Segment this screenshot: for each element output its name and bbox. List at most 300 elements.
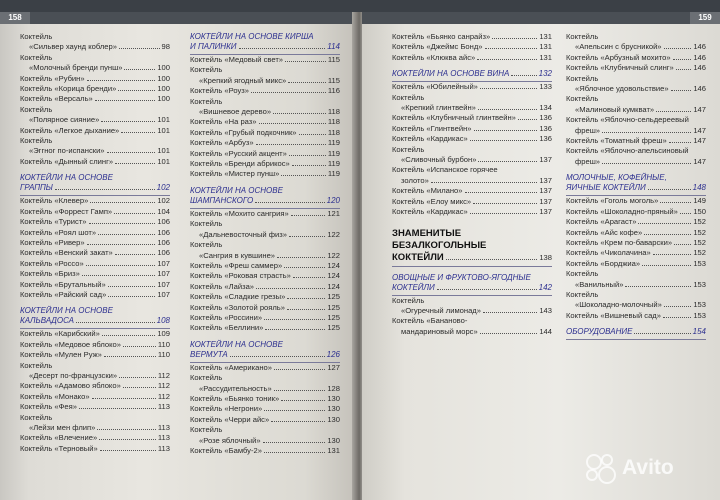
toc-entry: [20, 126, 170, 136]
dot-leader: [680, 213, 692, 214]
toc-entry-line: [392, 283, 552, 293]
toc-entry-line: [190, 350, 340, 360]
toc-page-number: 125: [327, 302, 340, 312]
toc-entry-text: И ПАЛИНКИ: [190, 42, 237, 51]
toc-entry-line: [20, 94, 170, 104]
toc-entry-first-line: Коктейль «Яблочно-сельдереевый: [566, 115, 689, 125]
toc-entry-text: Коктейль «Бриз»: [20, 269, 80, 279]
toc-entry: [190, 363, 340, 373]
toc-entry-text: Коктейль «Мистер пунш»: [190, 169, 280, 179]
dot-leader: [99, 439, 156, 440]
toc-entry-line: [20, 329, 170, 339]
toc-entry: [190, 65, 340, 86]
toc-entry-text: Коктейль «Американо»: [190, 362, 272, 372]
toc-page-number: 107: [157, 258, 170, 268]
toc-entry-line: [566, 238, 706, 248]
toc-entry-text: Коктейль «Роковая страсть»: [190, 271, 291, 281]
toc-section: [566, 327, 706, 340]
toc-entry-line: [190, 251, 340, 261]
toc-entry-text: Коктейль «Роял шот»: [20, 227, 97, 237]
toc-entry-line: [566, 53, 706, 63]
toc-entry-text: Коктейль «Айс кофе»: [566, 227, 643, 237]
toc-page-number: 153: [693, 310, 706, 320]
dot-leader: [671, 90, 692, 91]
dot-leader: [602, 132, 691, 133]
toc-entry: [20, 157, 170, 167]
dot-leader: [293, 277, 326, 278]
toc-entry-line: [566, 207, 706, 217]
dot-leader: [492, 38, 537, 39]
toc-entry-line: [566, 217, 706, 227]
toc-section-title-line: КОКТЕЙЛИ НА ОСНОВЕ: [190, 339, 283, 349]
toc-entry-line: [190, 436, 340, 446]
toc-section: [190, 32, 340, 55]
toc-entry-line: [190, 261, 340, 271]
toc-entry-text: Коктейль «Райский сад»: [20, 289, 107, 299]
dot-leader: [55, 189, 155, 190]
toc-entry: [20, 207, 170, 217]
toc-entry: [190, 240, 340, 261]
toc-entry-text: «Крепкий глинтвейн»: [401, 103, 476, 113]
toc-entry-line: [20, 269, 170, 279]
dot-leader: [107, 152, 156, 153]
avito-logo-icon: [586, 454, 616, 484]
dot-leader: [602, 163, 691, 164]
toc-entry-first-line: Коктейль: [566, 289, 599, 299]
dot-leader: [115, 254, 156, 255]
dot-leader: [256, 288, 325, 289]
dot-leader: [82, 275, 156, 276]
toc-entry: [566, 228, 706, 238]
dot-leader: [473, 203, 537, 204]
toc-entry: [190, 271, 340, 281]
toc-entry-text: Коктейль «Русский акцент»: [190, 148, 287, 158]
toc-entry-line: [20, 350, 170, 360]
toc-entry-first-line: Коктейль: [566, 73, 599, 83]
toc-entry-text: ВЕРМУТА: [190, 349, 228, 359]
toc-entry-text: Коктейль «Кардикас»: [392, 134, 468, 144]
toc-entry-text: Коктейль «Рубин»: [20, 73, 85, 83]
toc-entry-line: [20, 316, 170, 326]
toc-entry-line: [566, 327, 706, 337]
dot-leader: [92, 398, 156, 399]
dot-leader: [674, 244, 691, 245]
toc-entry-line: [20, 259, 170, 269]
toc-entry-text: ОБОРУДОВАНИЕ: [566, 327, 633, 337]
toc-entry-line: [392, 252, 552, 264]
toc-entry: [392, 42, 552, 52]
toc-page-number: 98: [161, 42, 170, 52]
toc-page-number: 149: [693, 196, 706, 206]
toc-entry-text: Коктейль «Клевер»: [20, 196, 89, 206]
toc-page-number: 146: [693, 42, 706, 52]
toc-entry-text: Коктейль «Томатный фреш»: [566, 136, 667, 146]
dot-leader: [87, 80, 156, 81]
right-page-number: 159: [690, 12, 720, 24]
toc-entry: [392, 53, 552, 63]
toc-entry-line: [20, 74, 170, 84]
toc-entry: [190, 261, 340, 271]
toc-entry-line: [20, 217, 170, 227]
toc-major-title-line: БЕЗАЛКОГОЛЬНЫЕ: [392, 239, 487, 251]
toc-page-number: 104: [157, 206, 170, 216]
dot-leader: [273, 113, 326, 114]
toc-page-number: 116: [327, 86, 340, 96]
dot-leader: [285, 61, 326, 62]
toc-entry-text: Коктейль «Терновый»: [20, 443, 98, 453]
toc-entry: [392, 124, 552, 134]
toc-entry-first-line: Коктейль: [392, 295, 425, 305]
toc-page-number: 118: [327, 107, 340, 117]
toc-entry: [566, 259, 706, 269]
toc-entry-line: [190, 209, 340, 219]
dot-leader: [123, 346, 156, 347]
toc-entry-text: Коктейль «Венский закат»: [20, 248, 113, 258]
toc-section: [20, 306, 170, 329]
toc-entry-line: [566, 311, 706, 321]
toc-entry-first-line: Коктейль: [190, 96, 223, 106]
toc-entry-text: «Апельсин с брусникой»: [575, 42, 662, 52]
toc-entry: [190, 138, 340, 148]
toc-entry-line: [392, 186, 552, 196]
dot-leader: [478, 109, 537, 110]
toc-entry: [392, 134, 552, 144]
toc-entry: [190, 117, 340, 127]
toc-entry-line: [392, 53, 552, 63]
toc-entry-text: Коктейль «Адамово яблоко»: [20, 381, 121, 391]
toc-page-number: 125: [327, 323, 340, 333]
toc-entry-first-line: Коктейль: [190, 425, 223, 435]
dot-leader: [124, 69, 155, 70]
dot-leader: [287, 309, 325, 310]
toc-entry-text: Коктейль «Черри айс»: [190, 414, 270, 424]
toc-page-number: 107: [157, 289, 170, 299]
dot-leader: [511, 75, 536, 76]
toc-entry-text: Коктейль «Мулен Руж»: [20, 350, 102, 360]
toc-page-number: 102: [156, 183, 170, 193]
toc-entry-text: «Лейзи мен флип»: [29, 423, 96, 432]
toc-section: [392, 273, 552, 296]
toc-entry: [20, 259, 170, 269]
toc-page-number: 143: [539, 305, 552, 315]
toc-entry-line: [392, 69, 552, 79]
toc-entry-line: [20, 423, 170, 433]
toc-entry-text: Коктейль «Фея»: [20, 402, 77, 412]
toc-entry-text: Коктейль «Арагаст»: [566, 217, 637, 227]
toc-entry-first-line: Коктейль: [392, 92, 425, 102]
toc-entry-line: [20, 115, 170, 125]
toc-entry: [20, 84, 170, 94]
toc-entry: [392, 93, 552, 114]
toc-page-number: 107: [157, 279, 170, 289]
toc-entry-first-line: Коктейль «Испанское горячее: [392, 165, 498, 175]
toc-entry-line: [20, 157, 170, 167]
toc-entry-text: Коктейль «Клубничный слинг»: [566, 63, 674, 73]
toc-entry-text: «Розе яблочный»: [199, 435, 261, 445]
toc-page-number: 136: [539, 113, 552, 123]
toc-entry: [392, 82, 552, 92]
toc-entry-line: [190, 138, 340, 148]
dot-leader: [119, 377, 156, 378]
toc-entry-line: [392, 103, 552, 113]
toc-entry-line: [190, 323, 340, 333]
toc-section-title-line: КОКТЕЙЛИ НА ОСНОВЕ: [190, 185, 283, 195]
toc-page-number: 108: [156, 316, 170, 326]
section-rule: [392, 266, 552, 267]
toc-entry-text: мандариновый морс»: [401, 326, 478, 336]
toc-column-2: [190, 32, 340, 456]
toc-entry-text: Коктейль «Гоголь моголь»: [566, 196, 659, 206]
toc-page-number: 115: [327, 75, 340, 85]
toc-entry: [190, 282, 340, 292]
toc-page-number: 146: [693, 52, 706, 62]
toc-page-number: 106: [157, 248, 170, 258]
dot-leader: [274, 390, 326, 391]
toc-page-number: 132: [538, 69, 552, 79]
toc-entry-line: [392, 42, 552, 52]
toc-entry-line: [392, 32, 552, 42]
dot-leader: [664, 48, 692, 49]
toc-page-number: 134: [539, 103, 552, 113]
toc-page-number: 137: [539, 207, 552, 217]
toc-entry: [566, 311, 706, 321]
toc-page-number: 113: [157, 433, 170, 443]
toc-entry: [190, 415, 340, 425]
toc-entry-text: Коктейль «Бамбу-2»: [190, 446, 262, 455]
toc-page-number: 125: [327, 292, 340, 302]
dot-leader: [271, 421, 325, 422]
toc-entry: [190, 159, 340, 169]
toc-entry: [566, 63, 706, 73]
toc-entry: [20, 53, 170, 74]
toc-entry-text: Коктейль «Клюква айс»: [392, 52, 476, 62]
dot-leader: [118, 90, 155, 91]
dot-leader: [281, 400, 325, 401]
toc-entry-line: [566, 280, 706, 290]
toc-entry-text: КОКТЕЙЛИ: [392, 282, 435, 292]
toc-entry-line: [566, 157, 706, 167]
toc-entry-text: золото»: [401, 175, 429, 185]
toc-entry-text: «Сильвер хаунд коблер»: [29, 42, 117, 52]
toc-page-number: 114: [327, 42, 340, 51]
toc-entry-line: [392, 82, 552, 92]
toc-entry: [566, 290, 706, 311]
toc-entry-text: Коктейль «Брутальный»: [20, 279, 106, 289]
toc-entry: [20, 329, 170, 339]
dot-leader: [102, 335, 155, 336]
toc-page-number: 147: [693, 136, 706, 146]
toc-entry: [566, 115, 706, 136]
toc-entry-line: [190, 415, 340, 425]
toc-entry-line: [566, 259, 706, 269]
toc-entry: [20, 290, 170, 300]
toc-entry: [190, 169, 340, 179]
toc-entry-text: «Яблочное удовольствие»: [575, 84, 669, 94]
toc-entry-text: КОКТЕЙЛИ НА ОСНОВЕ ВИНА: [392, 69, 510, 79]
toc-page-number: 112: [157, 370, 170, 380]
toc-entry-text: Коктейль «Легкое дыхание»: [20, 125, 120, 135]
toc-entry-line: [392, 176, 552, 186]
toc-entry: [190, 86, 340, 96]
toc-page-number: 130: [327, 414, 340, 424]
toc-entry-line: [190, 117, 340, 127]
dot-leader: [292, 165, 326, 166]
section-rule: [566, 339, 706, 340]
toc-entry: [566, 94, 706, 115]
toc-page-number: 130: [327, 393, 340, 403]
toc-entry-first-line: Коктейль: [190, 373, 223, 383]
dot-leader: [104, 356, 156, 357]
dot-leader: [98, 234, 155, 235]
dot-leader: [90, 202, 155, 203]
toc-entry-text: «Вишневое дерево»: [199, 107, 272, 117]
toc-entry-text: Коктейль «Лайза»: [190, 281, 255, 291]
toc-page-number: 131: [539, 32, 552, 41]
dot-leader: [100, 450, 156, 451]
dot-leader: [115, 163, 155, 164]
toc-page-number: 106: [157, 217, 170, 227]
toc-entry-line: [20, 126, 170, 136]
dot-leader: [480, 333, 538, 334]
toc-section-title-line: КОКТЕЙЛИ НА ОСНОВЕ: [20, 173, 113, 183]
dot-leader: [79, 408, 156, 409]
dot-leader: [289, 236, 325, 237]
toc-entry-text: Коктейль «Турист»: [20, 217, 87, 227]
dot-leader: [123, 387, 156, 388]
toc-entry-text: Коктейль «Кардикас»: [392, 207, 468, 217]
toc-entry: [20, 381, 170, 391]
toc-page-number: 125: [327, 312, 340, 322]
toc-page-number: 101: [157, 156, 170, 166]
toc-entry: [20, 269, 170, 279]
toc-page-number: 152: [693, 227, 706, 237]
toc-page-number: 101: [157, 125, 170, 135]
dot-leader: [638, 223, 691, 224]
toc-entry-text: ШАМПАНСКОГО: [190, 195, 254, 205]
toc-entry: [20, 196, 170, 206]
toc-entry-text: Коктейль «Карибский»: [20, 329, 100, 339]
dot-leader: [653, 254, 692, 255]
dot-leader: [474, 130, 538, 131]
toc-entry-line: [190, 271, 340, 281]
dot-leader: [230, 356, 325, 357]
toc-column-1: [20, 32, 170, 454]
toc-page-number: 124: [327, 271, 340, 281]
watermark-text: Avito: [622, 456, 674, 479]
toc-entry-text: Коктейль «Корица бренди»: [20, 84, 117, 94]
right-page: [362, 12, 720, 500]
toc-entry-line: [392, 134, 552, 144]
toc-page-number: 152: [693, 248, 706, 258]
toc-page-number: 127: [327, 362, 340, 372]
toc-entry-text: Коктейль «Медовый свет»: [190, 55, 284, 64]
dot-leader: [277, 257, 325, 258]
toc-page-number: 113: [157, 423, 170, 432]
toc-page-number: 148: [692, 183, 706, 193]
toc-entry-line: [20, 42, 170, 52]
toc-entry: [20, 32, 170, 53]
toc-entry-text: ЯИЧНЫЕ КОКТЕЙЛИ: [566, 183, 646, 193]
toc-entry-text: Коктейль «Борджиа»: [566, 258, 641, 268]
toc-page-number: 113: [157, 402, 170, 412]
dot-leader: [256, 144, 326, 145]
dot-leader: [676, 69, 692, 70]
toc-entry-line: [190, 128, 340, 138]
toc-entry-text: Коктейль «Сладкие грезы»: [190, 292, 286, 302]
toc-page-number: 131: [539, 42, 552, 52]
dot-leader: [95, 100, 156, 101]
dot-leader: [656, 111, 691, 112]
toc-entry-line: [566, 136, 706, 146]
toc-entry-line: [20, 392, 170, 402]
toc-entry-first-line: Коктейль: [20, 412, 53, 422]
toc-entry-text: Коктейль «Форрест Гамп»: [20, 206, 113, 216]
toc-entry: [392, 32, 552, 42]
dot-leader: [114, 213, 155, 214]
toc-entry-line: [20, 371, 170, 381]
toc-page-number: 128: [327, 383, 340, 393]
toc-page-number: 119: [327, 148, 340, 158]
toc-entry-line: [20, 238, 170, 248]
toc-page-number: 109: [157, 329, 170, 339]
toc-entry: [20, 350, 170, 360]
dot-leader: [485, 48, 538, 49]
toc-entry-first-line: Коктейль: [190, 240, 223, 250]
toc-entry-text: «Дальневосточный физ»: [199, 229, 287, 239]
toc-entry-line: [20, 63, 170, 73]
toc-entry-first-line: Коктейль: [190, 219, 223, 229]
toc-entry-line: [190, 292, 340, 302]
toc-entry-line: [20, 183, 170, 193]
left-page-number: 158: [0, 12, 30, 24]
dot-leader: [642, 265, 691, 266]
toc-page-number: 120: [326, 195, 340, 205]
toc-entry-text: Коктейль «Монако»: [20, 391, 90, 401]
toc-entry-first-line: Коктейль: [20, 360, 53, 370]
dot-leader: [274, 369, 325, 370]
toc-entry-line: [20, 207, 170, 217]
toc-section-title-line: МОЛОЧНЫЕ, КОФЕЙНЫЕ,: [566, 173, 667, 183]
toc-page-number: 122: [327, 229, 340, 239]
toc-entry-text: Коктейль «Бьянко санрайз»: [392, 32, 491, 41]
toc-entry-line: [190, 76, 340, 86]
toc-entry-line: [20, 280, 170, 290]
toc-entry-line: [190, 159, 340, 169]
dot-leader: [119, 48, 160, 49]
dot-leader: [97, 429, 156, 430]
toc-entry-line: [20, 248, 170, 258]
dot-leader: [251, 92, 326, 93]
toc-entry-text: «Полярное сияние»: [29, 115, 100, 125]
right-page-header-bar: [362, 12, 720, 24]
toc-page-number: 124: [327, 281, 340, 291]
dot-leader: [264, 452, 325, 453]
toc-entry: [190, 97, 340, 118]
toc-entry-first-line: Коктейль: [20, 32, 53, 41]
toc-page-number: 131: [539, 52, 552, 62]
toc-entry-text: Коктейль «Золотой рояль»: [190, 302, 285, 312]
toc-entry-first-line: Коктейль: [392, 144, 425, 154]
toc-entry-text: Коктейль «На раз»: [190, 117, 257, 127]
dot-leader: [87, 244, 156, 245]
toc-entry-text: «Шоколадно-молочный»: [575, 300, 662, 310]
toc-page-number: 133: [539, 82, 552, 92]
dot-leader: [288, 82, 326, 83]
toc-page-number: 153: [693, 279, 706, 289]
dot-leader: [289, 155, 326, 156]
toc-entry: [392, 145, 552, 166]
toc-entry-text: «Десерт по-французски»: [29, 370, 118, 380]
